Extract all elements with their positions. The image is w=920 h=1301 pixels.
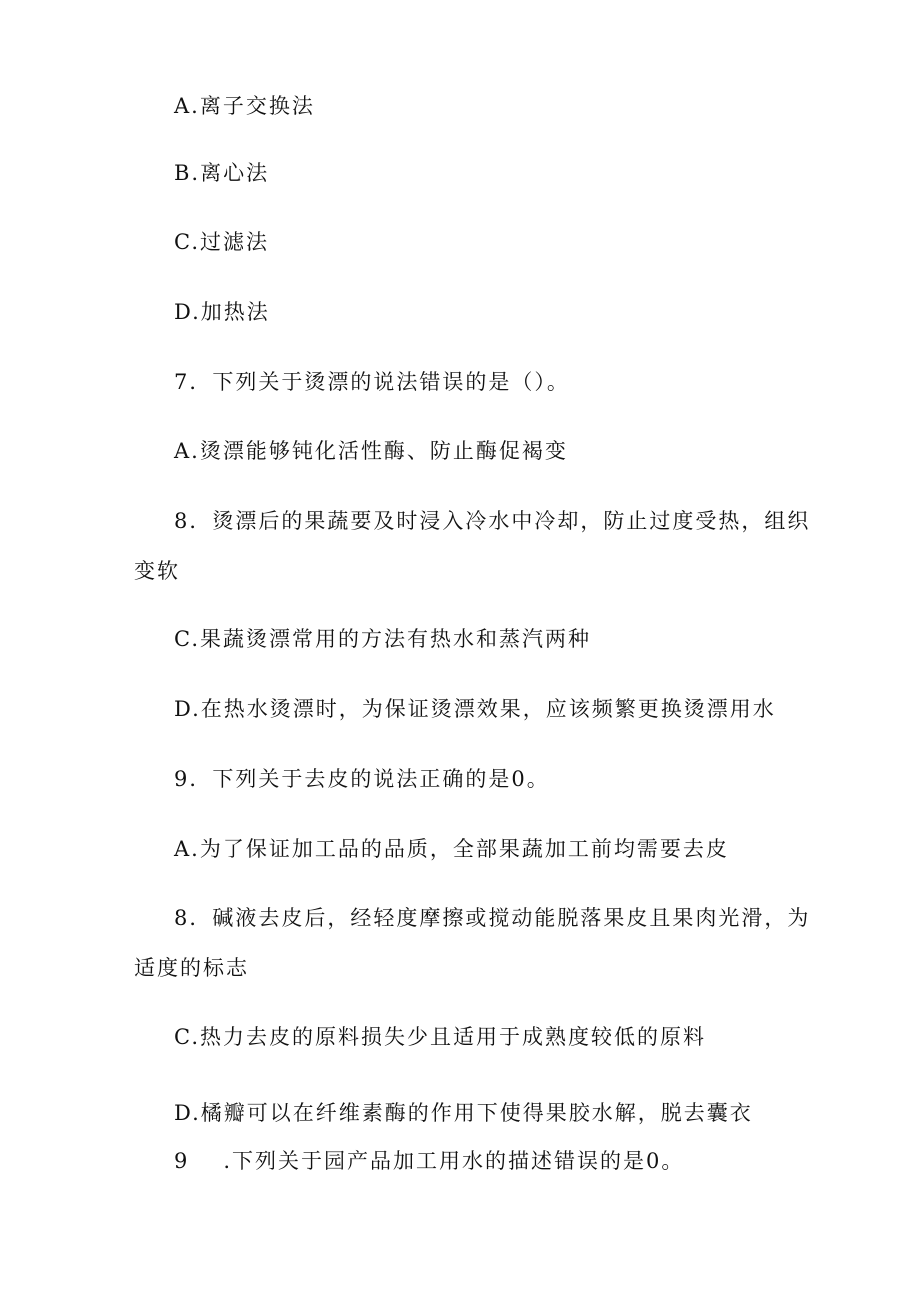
question-9-option-c: C.热力去皮的原料损失少且适用于成熟度较低的原料 (174, 1025, 706, 1049)
question-7-option-d: D.在热水烫漂时，为保证烫漂效果，应该频繁更换烫漂用水 (174, 697, 776, 721)
question-9-option-b-line-1: 8．碱液去皮后，经轻度摩擦或搅动能脱落果皮且果肉光滑，为 (174, 906, 811, 930)
question-9-option-d: D.橘瓣可以在纤维素酶的作用下使得果胶水解，脱去囊衣 (174, 1101, 753, 1125)
question-8-line-2: 变软 (134, 559, 180, 583)
question-10-number: 9 (174, 1149, 190, 1173)
question-10-text: .下列关于园产品加工用水的描述错误的是0。 (223, 1149, 685, 1173)
option-c-filtration: C.过滤法 (174, 230, 269, 254)
question-7-option-c: C.果蔬烫漂常用的方法有热水和蒸汽两种 (174, 627, 591, 651)
question-7: 7．下列关于烫漂的说法错误的是（）。 (174, 370, 570, 394)
option-d-heating: D.加热法 (174, 300, 270, 324)
question-9-option-b-line-2: 适度的标志 (134, 956, 249, 980)
question-10 (174, 1148, 684, 1175)
question-9-option-a: A.为了保证加工品的品质，全部果蔬加工前均需要去皮 (174, 837, 729, 861)
question-8-line-1: 8．烫漂后的果蔬要及时浸入冷水中冷却，防止过度受热，组织 (174, 509, 811, 533)
option-b-centrifuge: B.离心法 (174, 161, 270, 185)
option-a-ion-exchange: A.离子交换法 (174, 94, 315, 118)
question-7-option-a: A.烫漂能够钝化活性酶、防止酶促褐变 (174, 439, 568, 463)
question-9: 9．下列关于去皮的说法正确的是0。 (174, 767, 550, 791)
